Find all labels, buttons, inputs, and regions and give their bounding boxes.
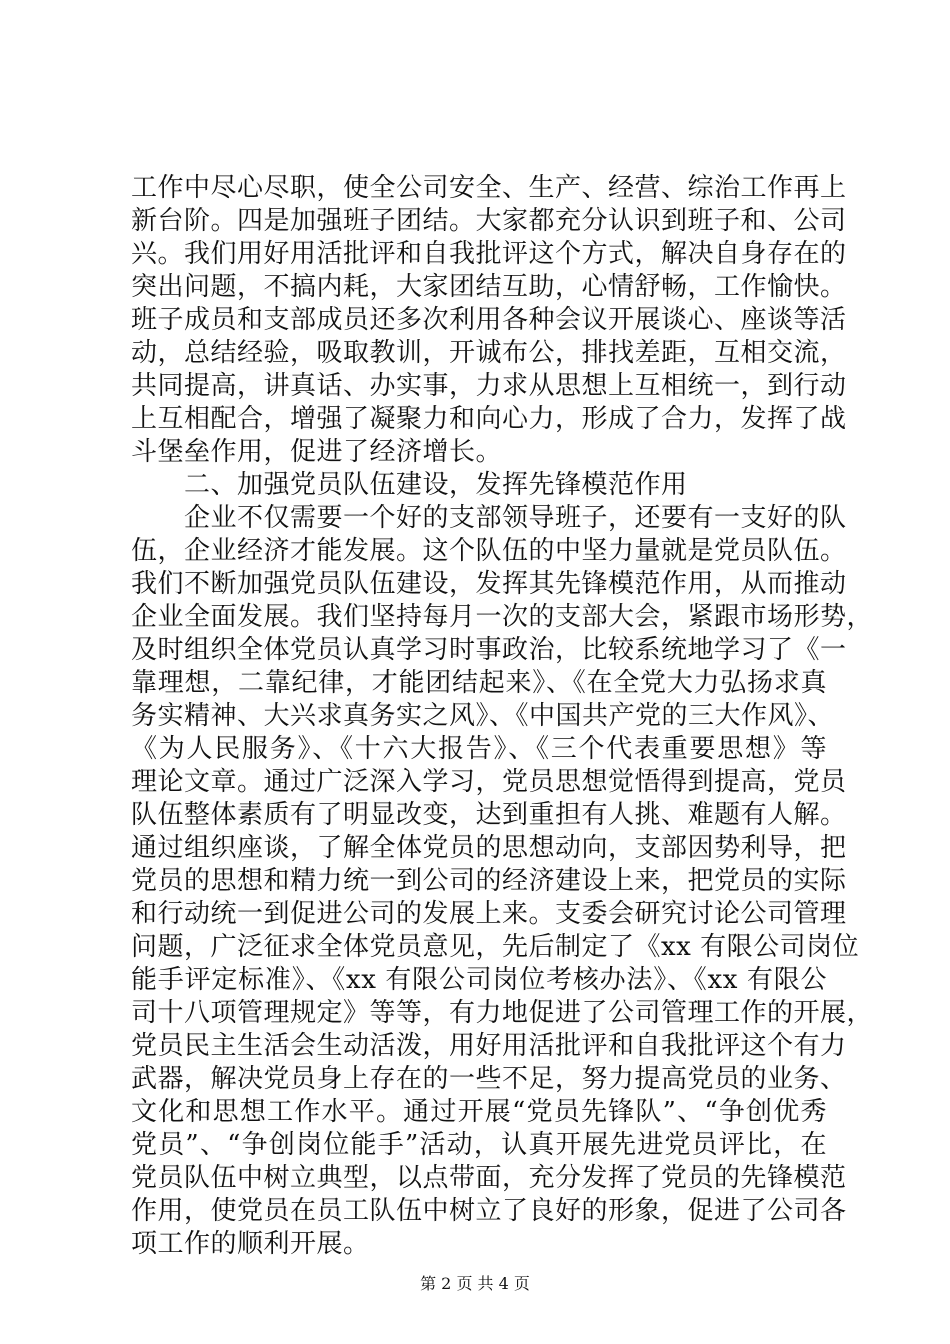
text-line: 党员的思想和精力统一到公司的经济建设上来，把党员的实际 xyxy=(131,866,847,896)
text-line: 武器，解决党员身上存在的一些不足，努力提高党员的业务、 xyxy=(131,1064,847,1094)
body-text xyxy=(131,172,874,1261)
text-line: 兴。我们用好用活批评和自我批评这个方式，解决自身存在的 xyxy=(131,239,847,269)
text-line: 及时组织全体党员认真学习时事政治，比较系统地学习了《一 xyxy=(131,635,847,665)
text-line: 问题，广泛征求全体党员意见，先后制定了《xx 有限公司岗位 xyxy=(131,932,860,962)
text-line: 队伍整体素质有了明显改变，达到重担有人挑、难题有人解。 xyxy=(131,800,847,830)
text-line: 突出问题，不搞内耗，大家团结互助，心情舒畅，工作愉快。 xyxy=(131,272,847,302)
text-line: 和行动统一到促进公司的发展上来。支委会研究讨论公司管理 xyxy=(131,899,847,929)
text-line: 我们不断加强党员队伍建设，发挥其先锋模范作用，从而推动 xyxy=(131,569,847,599)
text-line: 动，总结经验，吸取教训，开诚布公，排找差距，互相交流， xyxy=(131,338,847,368)
text-line: 《为人民服务》、《十六大报告》、《三个代表重要思想》等 xyxy=(131,734,827,764)
text-line: 务实精神、大兴求真务实之风》、《中国共产党的三大作风》、 xyxy=(131,701,835,731)
text-line: 党员”、“争创岗位能手”活动，认真开展先进党员评比，在 xyxy=(131,1130,827,1160)
page-number-footer: 第 2 页 共 4 页 xyxy=(420,1274,530,1293)
text-line: 工作中尽心尽职，使全公司安全、生产、经营、综治工作再上 xyxy=(131,173,847,203)
text-line: 企业不仅需要一个好的支部领导班子，还要有一支好的队 xyxy=(131,503,847,533)
text-line: 作用，使党员在员工队伍中树立了良好的形象，促进了公司各 xyxy=(131,1196,847,1226)
text-line: 理论文章。通过广泛深入学习，党员思想觉悟得到提高，党员 xyxy=(131,767,847,797)
text-line: 上互相配合，增强了凝聚力和向心力，形成了合力，发挥了战 xyxy=(131,404,847,434)
text-line: 党员民主生活会生动活泼，用好用活批评和自我批评这个有力 xyxy=(131,1031,847,1061)
text-line: 新台阶。四是加强班子团结。大家都充分认识到班子和、公司 xyxy=(131,206,847,236)
text-line: 司十八项管理规定》等等，有力地促进了公司管理工作的开展， xyxy=(131,998,874,1028)
text-line: 企业全面发展。我们坚持每月一次的支部大会，紧跟市场形势， xyxy=(131,602,874,632)
text-line: 斗堡垒作用，促进了经济增长。 xyxy=(131,437,503,467)
section-heading: 二、加强党员队伍建设，发挥先锋模范作用 xyxy=(131,470,688,500)
text-line: 靠理想，二靠纪律，才能团结起来》、《在全党大力弘扬求真 xyxy=(131,668,827,698)
text-line: 通过组织座谈，了解全体党员的思想动向，支部因势利导，把 xyxy=(131,833,847,863)
text-line: 能手评定标准》、《xx 有限公司岗位考核办法》、《xx 有限公 xyxy=(131,965,827,995)
text-line: 党员队伍中树立典型，以点带面，充分发挥了党员的先锋模范 xyxy=(131,1163,847,1193)
text-line: 班子成员和支部成员还多次利用各种会议开展谈心、座谈等活 xyxy=(131,305,847,335)
text-line: 文化和思想工作水平。通过开展“党员先锋队”、“争创优秀 xyxy=(131,1097,827,1127)
text-line: 项工作的顺利开展。 xyxy=(131,1229,370,1259)
text-line: 伍，企业经济才能发展。这个队伍的中坚力量就是党员队伍。 xyxy=(131,536,847,566)
text-line: 共同提高，讲真话、办实事，力求从思想上互相统一，到行动 xyxy=(131,371,847,401)
